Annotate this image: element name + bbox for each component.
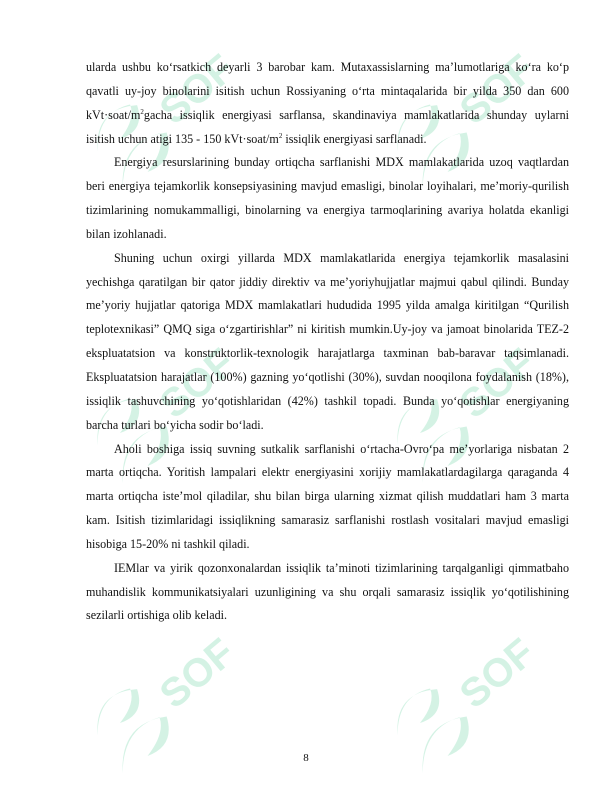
body-text <box>86 56 569 628</box>
text-run: gacha issiqlik energiyasi sarflansa, skandinaviya mamlakatlarida shunday uylarni isitish uchun atigi 135 - 150 kVt·soat/m <box>86 107 569 146</box>
text-run: Energiya resurslarining bunday ortiqcha sarflanishi MDX mamlakatlarida uzoq vaqtlardan beri energiya tejamkorlik konsepsiyasining mavjud emasligi, binolar loyihalari, me’moriy-qurilish tizimlarining nomukammalligi, binolarning va energiya tarmoqlarining avariya holatda ekanligi bilan izohlanadi. <box>86 155 569 241</box>
superscript: 2 <box>140 107 144 116</box>
text-run: ularda ushbu ko‘rsatkich deyarli 3 barobar kam. Mutaxassislarning ma’lumotlariga ko‘ra ko‘p qavatli uy-joy binolarini isitish uchun Rossiyaning o‘rta mintaqalarida bir yilda 350 dan 600 kVt·soat/m <box>86 60 569 122</box>
superscript: 2 <box>278 131 283 140</box>
paragraph <box>86 438 569 557</box>
paragraph <box>86 557 569 629</box>
watermark-logo-icon <box>72 620 242 790</box>
paragraph <box>86 151 569 246</box>
text-run: Aholi boshiga issiq suvning sutkalik sarflanishi o‘rtacha-Ovro‘pa me’yorlariga nisbatan 2 marta ortiqcha. Yoritish lampalari elektr energiyasini xorijiy mamlakatlardagilarga qaraganda 4 marta ortiqcha iste’mol qiladilar, shu bilan birga ularning xizmat qilish muddatlari ham 3 marta kam. Isitish tizimlaridagi issiqlikning samarasiz sarflanishi rostlash vositalari mavjud emasligi hisobiga 15-20% ni tashkil qiladi. <box>86 441 569 551</box>
text-run: Shuning uchun oxirgi yillarda MDX mamlakatlarida energiya tejamkorlik masalasini yechishga qaratilgan bir qator jiddiy direktiv va me’yoriyhujjatlar majmui qabul qilindi. Bunday me’yoriy hujjatlar qatoriga MDX mamlakatlari hududida 1995 yilda amalga kiritilgan “Qurilish teplotexnikasi” QMQ siga o‘zgartirishlar” ni kiritish mumkin.Uy-joy va jamoat binolarida TEZ-2 ekspluatatsion va konstruktorlik-texnologik harajatlarga taxminan bab-baravar taqsimlanadi. Ekspluatatsion harajatlar (100%) gazning yo‘qotlishi (30%), suvdan nooqilona foydalanish (18%), issiqlik tashuvchining yo‘qotishlaridan (42%) tashkil topadi. Bunda yo‘qotishlar energiyaning barcha turlari bo‘yicha sodir bo‘ladi. <box>86 250 569 432</box>
paragraph <box>86 56 569 151</box>
watermark-logo-icon <box>372 620 542 790</box>
text-run: IEMlar va yirik qozonxonalardan issiqlik ta’minoti tizimlarining tarqalganligi qimmatbaho muhandislik kommunikatsiyalari uzunligining va shu orqali samarasiz issiqlik yo‘qotilishining sezilarli ortishiga olib keladi. <box>86 560 569 623</box>
text-run: issiqlik energiyasi sarflanadi. <box>282 131 427 146</box>
paragraph <box>86 247 569 438</box>
page-number: 8 <box>303 752 309 764</box>
